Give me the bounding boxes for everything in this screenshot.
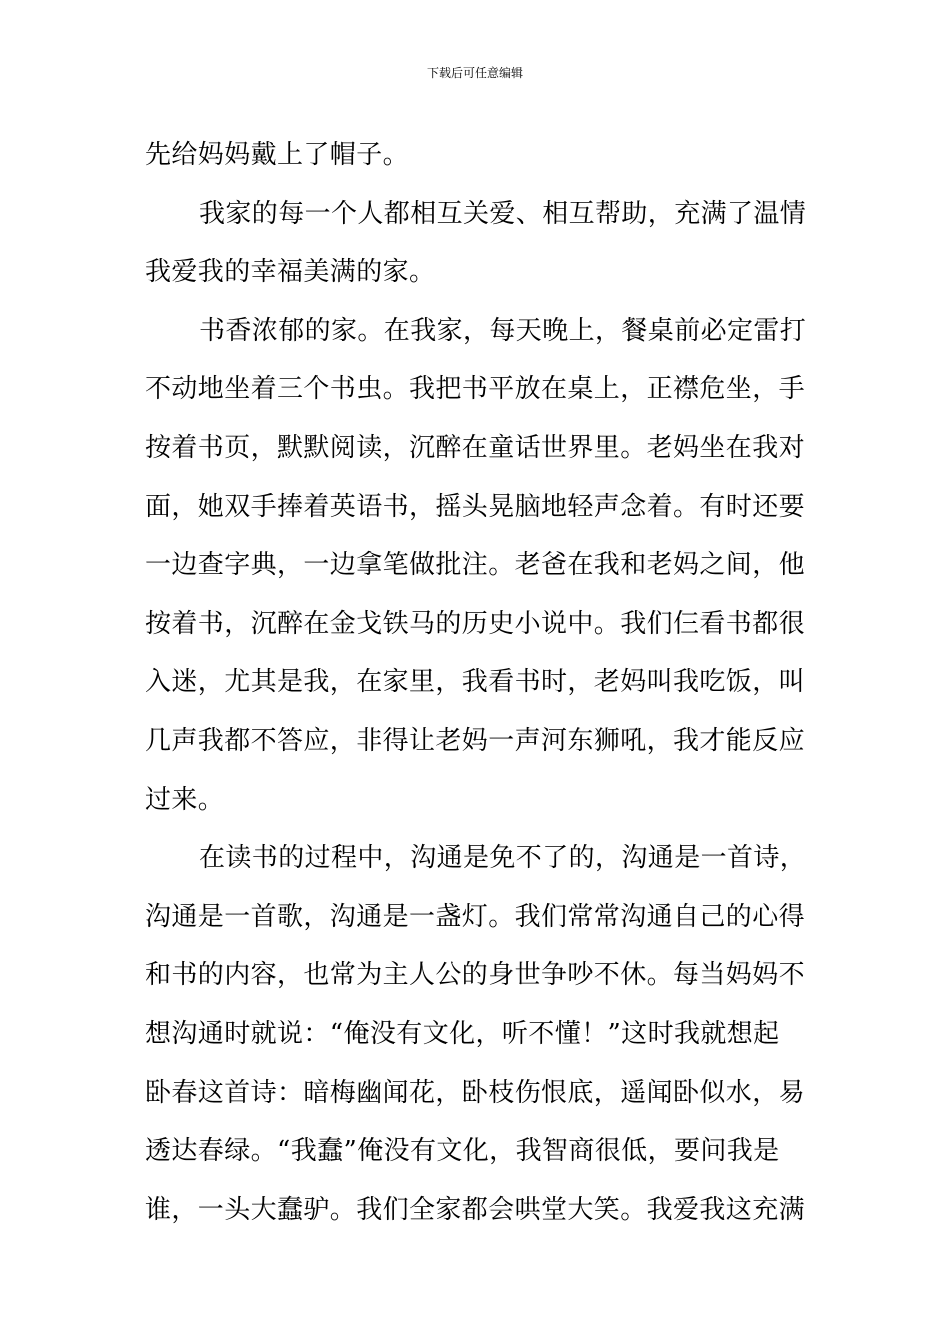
page-header: 下载后可任意编辑: [426, 66, 523, 80]
paragraph-first-line: 我家的每一个人都相互关爱、相互帮助，充满了温情: [199, 198, 807, 229]
text-line: 几声我都不答应，非得让老妈一声河东狮吼，我才能反应: [145, 725, 806, 756]
text-line: 按着书，沉醉在金戈铁马的历史小说中。我们仨看书都很: [145, 608, 806, 639]
text-line: 我爱我的幸福美满的家。: [145, 257, 436, 288]
text-line: 面，她双手捧着英语书，摇头晃脑地轻声念着。有时还要: [145, 491, 806, 522]
text-line: 谁，一头大蠢驴。我们全家都会哄堂大笑。我爱我这充满: [145, 1194, 806, 1225]
text-line: 透达春绿。“我蠢”俺没有文化，我智商很低，要问我是: [145, 1136, 780, 1167]
text-line: 按着书页，默默阅读，沉醉在童话世界里。老妈坐在我对: [145, 432, 806, 463]
text-line: 一边查字典，一边拿笔做批注。老爸在我和老妈之间，他: [145, 550, 806, 581]
text-line: 和书的内容，也常为主人公的身世争吵不休。每当妈妈不: [145, 960, 806, 991]
text-line: 不动地坐着三个书虫。我把书平放在桌上，正襟危坐，手: [145, 374, 806, 405]
text-line: 沟通是一首歌，沟通是一盏灯。我们常常沟通自己的心得: [145, 901, 806, 932]
text-line: 卧春这首诗：暗梅幽闻花，卧枝伤恨底，遥闻卧似水，易: [145, 1077, 806, 1108]
paragraph-first-line: 书香浓郁的家。在我家，每天晚上，餐桌前必定雷打: [199, 315, 807, 346]
text-line: 想沟通时就说：“俺没有文化，听不懂！”这时我就想起: [145, 1018, 780, 1049]
paragraph-first-line: 在读书的过程中，沟通是免不了的，沟通是一首诗，: [199, 843, 807, 874]
document-body: [145, 126, 810, 1239]
text-line: 过来。: [145, 784, 225, 815]
text-line: 入迷，尤其是我，在家里，我看书时，老妈叫我吃饭，叫: [145, 667, 806, 698]
text-line: 先给妈妈戴上了帽子。: [145, 140, 410, 170]
